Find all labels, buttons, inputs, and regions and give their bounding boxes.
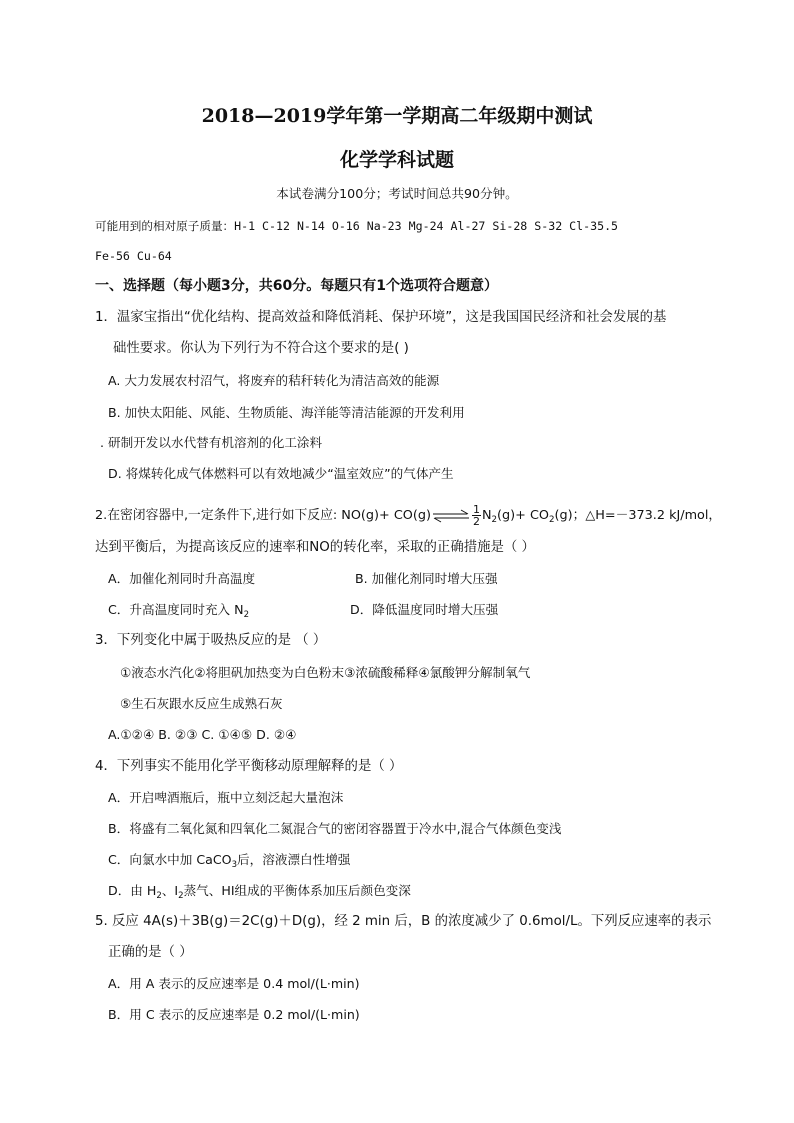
question-4-option-d-prefix: D．由 H [108,883,157,898]
question-3-options: A.①②④ B. ②③ C. ①④⑤ D. ②④ [108,727,297,742]
fraction-numerator: 1 [472,503,480,516]
question-2-option-c-subscript: 2 [243,609,250,620]
question-1-option-b: B. 加快太阳能、风能、生物质能、海洋能等清洁能源的开发利用 [108,405,465,420]
reaction-n2: N [481,508,492,523]
reaction-co2-subscript: 2 [548,515,555,526]
exam-title: 2018—2019学年第一学期高二年级期中测试 [201,105,593,127]
question-1-option-a: A. 大力发展农村沼气，将废弃的秸秆转化为清洁高效的能源 [108,373,440,388]
question-3-list-line-2: ⑤生石灰跟水反应生成熟石灰 [120,696,283,711]
fraction-denominator: 2 [472,515,480,528]
question-1-stem-line-1: 1．温家宝指出“优化结构、提高效益和降低消耗、保护环境”，这是我国国民经济和社会发展的基 [95,310,667,325]
question-3-list-line-1: ①液态水汽化②将胆矾加热变为白色粉末③浓硫酸稀释④氯酸钾分解制氧气 [120,665,531,680]
exam-note: 本试卷满分100分；考试时间总共90分钟。 [276,186,518,201]
reaction-enthalpy: (g)；△H=－373.2 kJ/mol， [554,508,722,523]
atomic-masses-line-2: Fe-56 Cu-64 [95,249,172,263]
equilibrium-arrow-icon [431,509,471,523]
question-4-option-d-rest: 蒸气、HI组成的平衡体系加压后颜色变深 [183,883,411,898]
question-5-option-b: B．用 C 表示的反应速率是 0.2 mol/(L·min) [108,1007,360,1022]
question-2-stem-line-1 [95,504,721,527]
question-4-option-d [108,882,411,900]
question-4-option-d-subscript-2: 2 [178,890,184,901]
section-heading: 一、选择题（每小题3分，共60分。每题只有1个选项符合题意） [95,278,498,294]
question-4-option-d-subscript-1: 2 [156,890,162,901]
question-4-option-c-subscript: 3 [231,859,238,870]
question-2-stem-prefix: 2.在密闭容器中,一定条件下,进行如下反应: NO(g)+ CO(g) [95,508,431,523]
question-2-option-d: D．降低温度同时增大压强 [350,602,499,617]
reaction-n2-subscript: 2 [491,515,498,526]
question-2-option-b: B. 加催化剂同时增大压强 [355,571,498,586]
reaction-fraction [472,504,481,527]
question-3-stem: 3．下列变化中属于吸热反应的是 （ ） [95,633,327,648]
question-2-option-c-text: C．升高温度同时充入 N [108,602,244,617]
question-4-option-d-middle: 、I [161,883,179,898]
question-2-option-a: A．加催化剂同时升高温度 [108,571,256,586]
question-5-option-a: A．用 A 表示的反应速率是 0.4 mol/(L·min) [108,976,360,991]
reaction-middle: (g)+ CO [497,508,549,523]
atomic-masses-line-1: 可能用到的相对原子质量：H-1 C-12 N-14 O-16 Na-23 Mg-24 Al-27 Si-28 S-32 Cl-35.5 [95,219,619,233]
question-1-stem-line-2: 础性要求。你认为下列行为不符合这个要求的是( ) [113,341,409,356]
question-4-option-c-text: C．向氯水中加 CaCO [108,852,232,867]
question-4-option-c-rest: 后，溶液漂白性增强 [237,852,351,867]
question-4-option-c [108,851,350,869]
question-1-option-d: D. 将煤转化成气体燃料可以有效地减少“温室效应”的气体产生 [108,466,454,481]
question-4-option-b: B．将盛有二氧化氮和四氧化二氮混合气的密闭容器置于冷水中,混合气体颜色变浅 [108,821,562,836]
question-4-stem: 4．下列事实不能用化学平衡移动原理解释的是（ ） [95,759,403,774]
exam-subtitle: 化学学科试题 [339,149,454,171]
question-2-stem-line-2: 达到平衡后，为提高该反应的速率和NO的转化率，采取的正确措施是（ ） [95,540,535,555]
question-1-option-c: . 研制开发以水代替有机溶剂的化工涂料 [100,435,323,450]
question-2-option-c [108,601,249,619]
question-5-stem-line-1: 5. 反应 4A(s)＋3B(g)＝2C(g)＋D(g)，经 2 min 后，B 的浓度减少了 0.6mol/L。下列反应速率的表示 [95,914,712,929]
question-5-stem-line-2: 正确的是（ ） [108,945,193,960]
question-4-option-a: A．开启啤酒瓶后，瓶中立刻泛起大量泡沫 [108,790,344,805]
